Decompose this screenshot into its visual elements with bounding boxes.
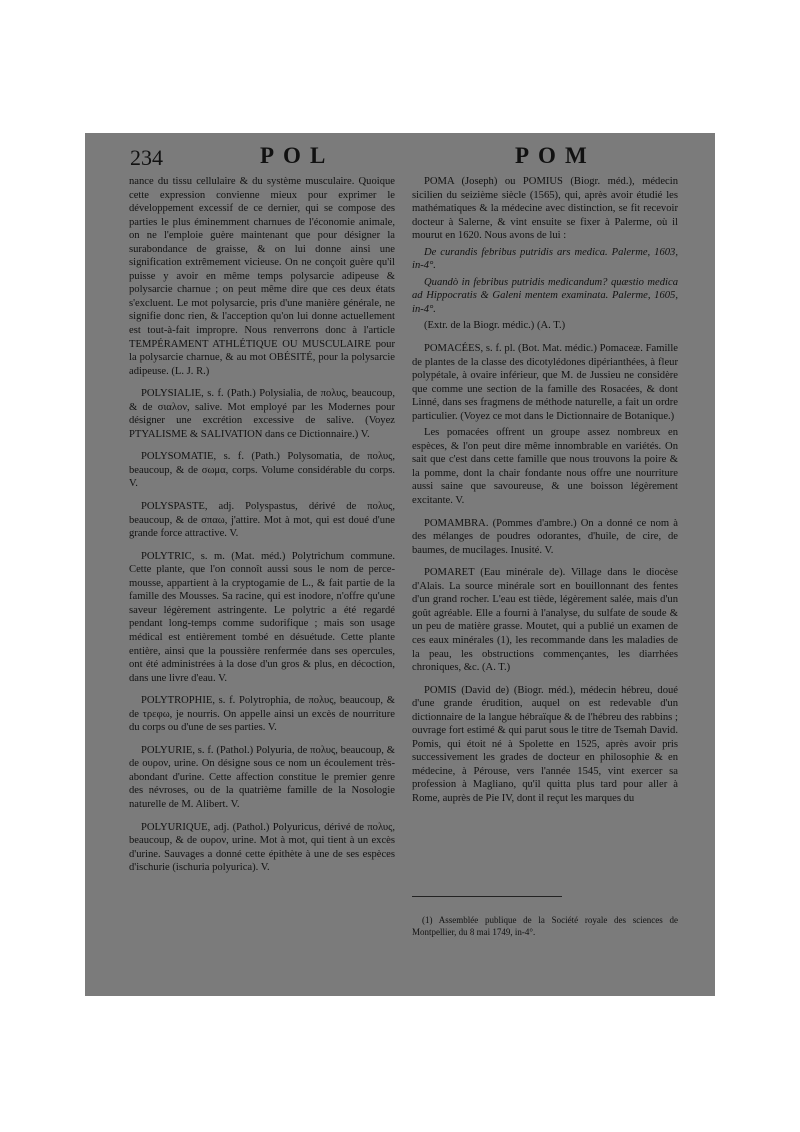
entry-polyspaste: POLYSPASTE, adj. Polyspastus, dérivé de πολυς, beaucoup, & de σπαω, j'attire. Mot à mot, qui est doué d'une grande force attractive. V. bbox=[129, 501, 395, 540]
running-title-right: POM bbox=[515, 143, 596, 168]
page-number: 234 bbox=[130, 145, 163, 170]
entry-polyurie: POLYURIE, s. f. (Pathol.) Polyuria, de πολυς, beaucoup, & de ουρον, urine. On désigne sous ce nom un écoulement très-abondant d'urine. Cette affection constitue le premier genre des névroses, ou de la quatrième famille de la Nosologie naturelle de M. Alibert. V. bbox=[129, 744, 395, 810]
entry-polytric: POLYTRIC, s. m. (Mat. méd.) Polytrichum commune. Cette plante, que l'on connoît aussi sous le nom de perce-mousse, appartient à la cryptogamie de L., & fait partie de la famille des Mousses. Sa racine, qui est inodore, n'offre qu'une saveur légèrement astringente. Le polytric a été regardé pendant long-temps comme sudorifique ; mais son usage médical est entièrement tombé en désuétude. Cette plante entière, ainsi que la poussière renfermée dans ses opercules, ont été administrées à la dose d'un gros & plus, en décoction, dans une livre d'eau. V. bbox=[129, 550, 395, 684]
left-column bbox=[129, 175, 395, 884]
entry-polyurique: POLYURIQUE, adj. (Pathol.) Polyuricus, dérivé de πολυς, beaucoup, & de ουρον, urine. Mot à mot, qui tient à un excès d'urine. Sauvages a donné cette épithète à une de ses espèces d'ischurie (ischuria polyurica). V. bbox=[129, 821, 395, 874]
entry-pomacees: POMACÉES, s. f. pl. (Bot. Mat. médic.) Pomaceæ. Famille de plantes de la classe des dicotylédones dipérianthées, à fleur polypétale, à ovaire inférieur, que M. de Jussieu ne considère que comme une section de la famille des Rosacées, & dont Linné, dans ses fragmens de méthode naturelle, a fait un ordre particulier. (Voyez ce mot dans le Dictionnaire de Botanique.) bbox=[412, 343, 678, 422]
entry-pomis: POMIS (David de) (Biogr. méd.), médecin hébreu, doué d'une grande érudition, auquel on est redevable d'un dictionnaire de la langue hébraïque & de l'hébreu des rabbins ; ouvrage fort estimé & qui parut sous le titre de Tsemah David. Pomis, qui étoit né à Spolette en 1525, après avoir pris successivement les grades de docteur en philosophie & en médecine, à Pérouse, vers l'année 1545, vint exercer sa profession à Magliano, qu'il quitta plus tard pour aller à Rome, auprès de Pie IV, dont il reçut les marques du bbox=[412, 684, 678, 804]
entry-poma: POMA (Joseph) ou POMIUS (Biogr. méd.), médecin sicilien du seizième siècle (1565), qui, après avoir étudié les mathématiques & la médecine avec distinction, se fit recevoir docteur à Salerne, & vint ensuite se fixer à Palerme, où il mourut en 1620. Nous avons de lui : bbox=[412, 176, 678, 242]
entry-polytrophie: POLYTROPHIE, s. f. Polytrophia, de πολυς, beaucoup, & de τρεφω, je nourris. On appelle ainsi un excès de nourriture du corps ou d'une de ses parties. V. bbox=[129, 695, 395, 734]
entry-polysomatie: POLYSOMATIE, s. f. (Path.) Polysomatia, de πολυς, beaucoup, & de σωμα, corps. Volume considérable du corps. V. bbox=[129, 451, 395, 490]
entry-poma-source: (Extr. de la Biogr. médic.) (A. T.) bbox=[424, 320, 566, 332]
footnote: (1) Assemblée publique de la Société royale des sciences de Montpellier, du 8 mai 1749, in-4°. bbox=[412, 915, 678, 937]
entry-poma-work-1: De curandis febribus putridis ars medica. Palerme, 1603, in-4°. bbox=[412, 246, 678, 272]
right-column bbox=[412, 175, 678, 815]
entry-pomambra: POMAMBRA. (Pommes d'ambre.) On a donné ce nom à des mélanges de poudres odorantes, d'huile, de cire, de baumes, de mucilages. Inusité. V. bbox=[412, 517, 678, 556]
entry-polysarcie-continued: nance du tissu cellulaire & du système musculaire. Quoique cette expression convienne mieux pour exprimer le développement excessif de ce dernier, qui se compose des parties le plus éminemment charnues de l'économie animale, on ne l'emploie guère maintenant que pour désigner la surabondance de graisse, & on lui donne ainsi une signification extrêmement vicieuse. On ne conçoit guère qu'il puisse y avoir en même temps polysarcie adipeuse & polysarcie charnue ; on peut même dire que ces deux états s'excluent. Le mot polysarcie, pris d'une manière générale, ne signifie donc rien, & l'acception qu'on lui donne actuellement est tout-à-fait impropre. Nous renverrons donc à l'article TEMPÉRAMENT ATHLÉTIQUE OU MUSCULAIRE pour la polysarcie charnue, & au mot OBÉSITÉ, pour la polysarcie adipeuse. (L. J. R.) bbox=[129, 176, 395, 377]
scanned-page bbox=[85, 133, 715, 996]
entry-pomaret: POMARET (Eau minérale de). Village dans le diocèse d'Alais. La source minérale sort en bouillonnant des fentes d'un grand rocher. L'eau est tiède, légèrement salée, mais d'un goût agréable. Elle a fourni à l'analyse, du sulfate de soude & un peu de matière grasse. Moutet, qui a publié un examen de ces eaux minérales (1), les recommande dans les maladies de la peau, les obstructions commençantes, les diarrhées chroniques, &c. (A. T.) bbox=[412, 567, 678, 674]
entry-poma-work-2: Quandò in febribus putridis medicandum? quæstio medica ad Hippocratis & Galeni mentem examinata. Palerme, 1605, in-4°. bbox=[412, 276, 678, 315]
running-title-left: POL bbox=[260, 143, 335, 168]
footnote-divider bbox=[412, 896, 562, 897]
entry-pomacees-continued: Les pomacées offrent un groupe assez nombreux en espèces, & l'on peut dire même innombrable en variétés. On sait que c'est dans cette famille que nous trouvons la poire & la pomme, dont la chair fondante nous offre une nourriture aussi saine que savoureuse, & une boisson légèrement excitante. V. bbox=[412, 427, 678, 507]
entry-polysialie: POLYSIALIE, s. f. (Path.) Polysialia, de πολυς, beaucoup, & de σιαλον, salive. Mot employé par les Modernes pour désigner une excrétion excessive de salive. (Voyez PTYALISME & SALIVATION dans ce Dictionnaire.) V. bbox=[129, 388, 395, 440]
